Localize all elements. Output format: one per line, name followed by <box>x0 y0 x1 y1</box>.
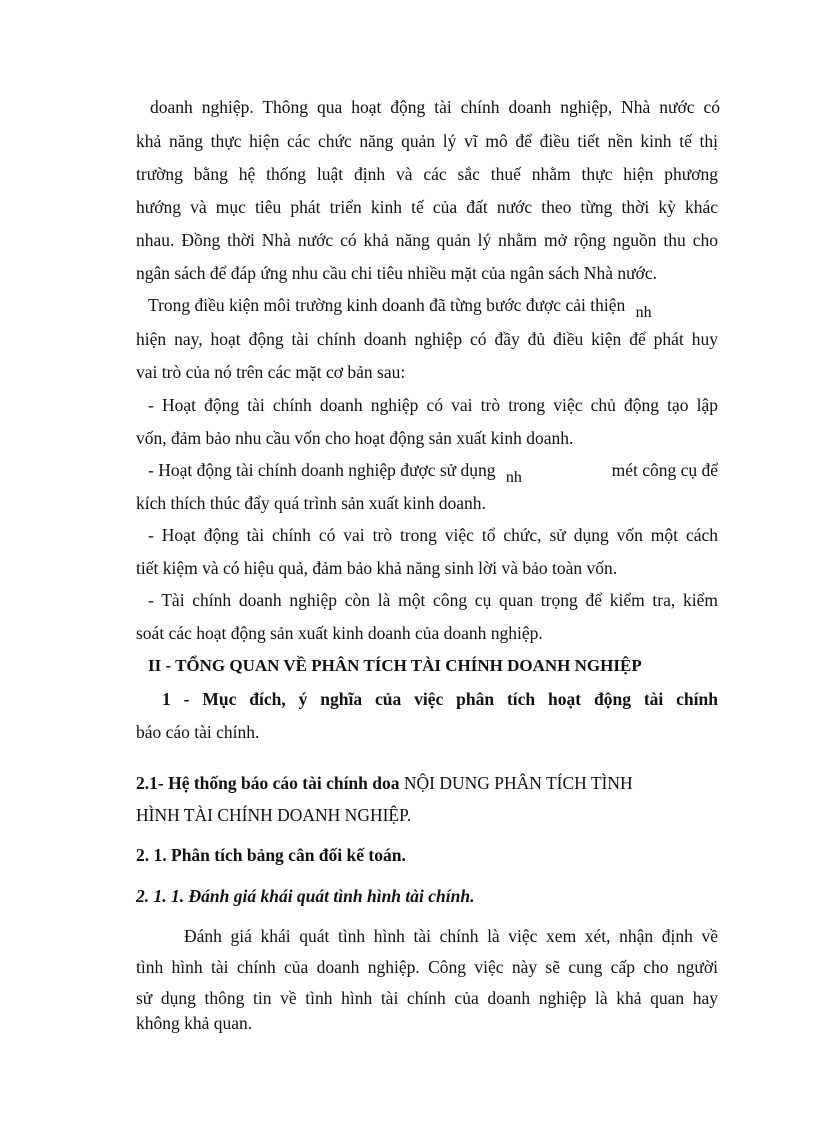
text-line: Đánh giá khái quát tình hình tài chính là việc xem xét, nhận định về <box>184 926 718 946</box>
bullet-line: - Tài chính doanh nghiệp còn là một công cụ quan trọng để kiểm tra, kiểm <box>148 590 718 610</box>
text-line <box>148 294 718 321</box>
subsection-heading: 2. 1. 1. Đánh giá khái quát tình hình tài chính. <box>136 886 475 906</box>
text-line: tình hình tài chính của doanh nghiệp. Công việc này sẽ cung cấp cho người <box>136 957 718 977</box>
subsection-heading <box>136 772 718 794</box>
subsection-heading: 1 - Mục đích, ý nghĩa của việc phân tích hoạt động tài chính <box>162 689 718 709</box>
heading-bold-part: 2.1- Hệ thống báo cáo tài chính doa <box>136 773 400 793</box>
heading-normal-part: NỘI DUNG PHÂN TÍCH TÌNH <box>403 773 633 793</box>
text-line: báo cáo tài chính. <box>136 722 260 742</box>
text-line: doanh nghiệp. Thông qua hoạt động tài chính doanh nghiệp, Nhà nước có <box>150 97 720 117</box>
section-heading: II - TỔNG QUAN VỀ PHÂN TÍCH TÀI CHÍNH DOANH NGHIỆP <box>148 656 642 675</box>
text-line: không khả quan. <box>136 1013 253 1033</box>
text-line: tiết kiệm và có hiệu quả, đảm bảo khả năng sinh lời và bảo toàn vốn. <box>136 558 618 578</box>
text-line: khả năng thực hiện các chức năng quản lý vĩ mô để điều tiết nền kinh tế thị <box>136 131 718 151</box>
text-span: - Hoạt động tài chính doanh nghiệp được sử dụng <box>148 460 496 480</box>
text-line: HÌNH TÀI CHÍNH DOANH NGHIỆP. <box>136 805 412 825</box>
text-span: Trong điều kiện môi trường kinh doanh đã từng bước được cải thiện <box>148 295 626 315</box>
text-line: ngân sách để đáp ứng nhu cầu chi tiêu nhiều mặt của ngân sách Nhà nước. <box>136 263 657 283</box>
text-fragment: nh <box>635 304 652 321</box>
text-line: vai trò của nó trên các mặt cơ bản sau: <box>136 362 406 382</box>
text-fragment: nh <box>505 469 522 486</box>
text-line: soát các hoạt động sản xuất kinh doanh của doanh nghiệp. <box>136 623 543 643</box>
text-line: hướng và mục tiêu phát triển kinh tế của đất nước theo từng thời kỳ khác <box>136 197 718 217</box>
text-line: kích thích thúc đẩy quá trình sản xuất kinh doanh. <box>136 493 486 513</box>
text-line: sử dụng thông tin về tình hình tài chính của doanh nghiệp là khả quan hay <box>136 988 718 1008</box>
bullet-line <box>148 459 718 486</box>
bullet-line: - Hoạt động tài chính có vai trò trong việc tổ chức, sử dụng vốn một cách <box>148 525 718 545</box>
bullet-line: - Hoạt động tài chính doanh nghiệp có vai trò trong việc chủ động tạo lập <box>148 395 718 415</box>
text-line: trường bằng hệ thống luật định và các sắc thuế nhằm thực hiện phương <box>136 164 718 184</box>
text-span: mét công cụ để <box>611 460 718 480</box>
text-line: hiện nay, hoạt động tài chính doanh nghiệp có đầy đủ điều kiện để phát huy <box>136 329 718 349</box>
text-line: vốn, đảm bảo nhu cầu vốn cho hoạt động sản xuất kinh doanh. <box>136 428 574 448</box>
subsection-heading: 2. 1. Phân tích bảng cân đối kế toán. <box>136 845 406 865</box>
text-line: nhau. Đồng thời Nhà nước có khả năng quản lý nhằm mở rộng nguồn thu cho <box>136 230 718 250</box>
